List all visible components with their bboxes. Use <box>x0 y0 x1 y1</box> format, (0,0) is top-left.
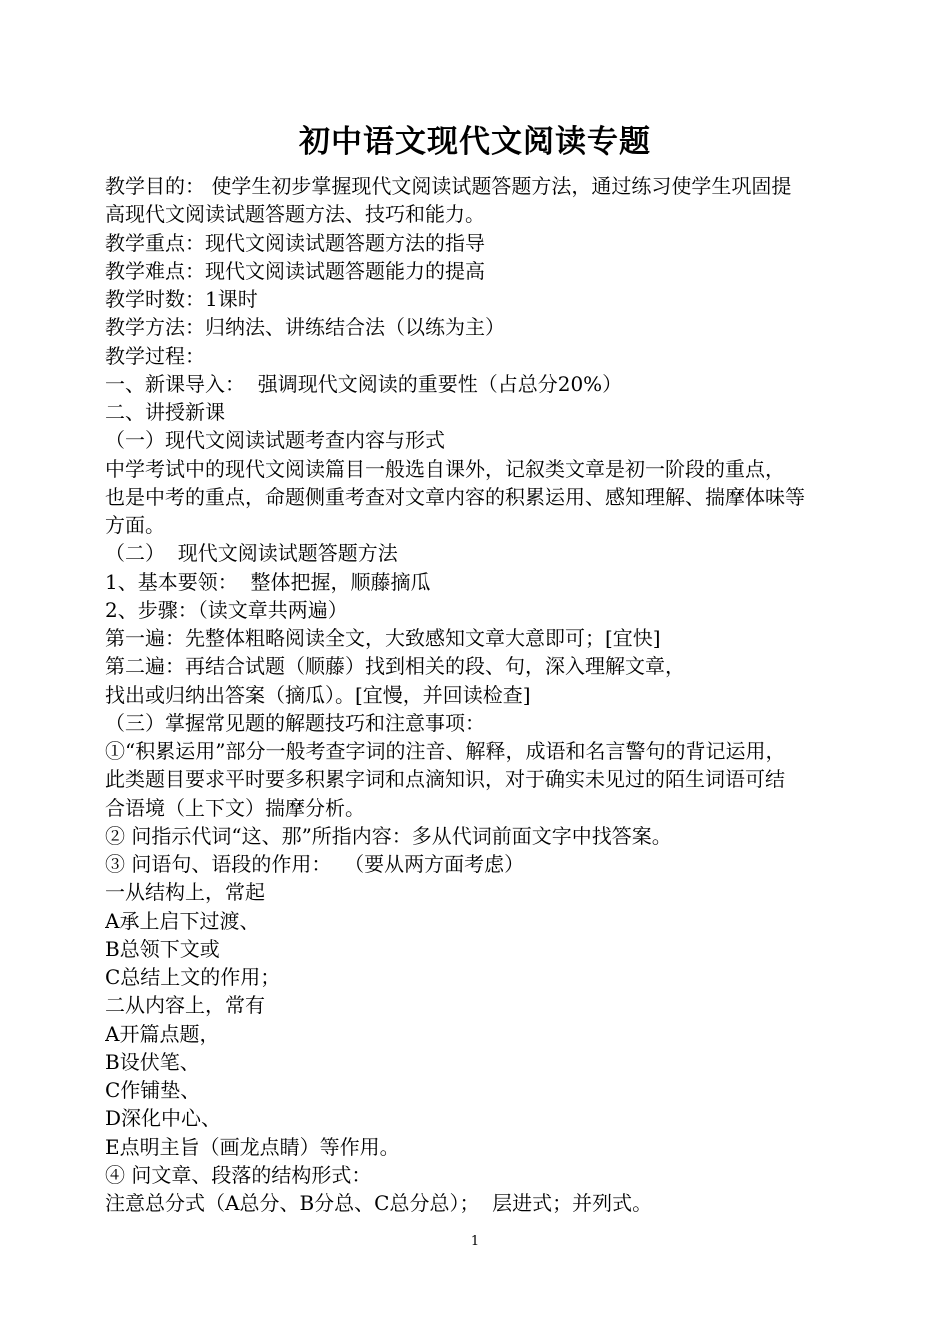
body-line: D深化中心、 <box>105 1106 222 1131</box>
body-line: 第一遍：先整体粗略阅读全文，大致感知文章大意即可；[宜快] <box>105 626 661 650</box>
body-line: 中学考试中的现代文阅读篇目一般选自课外，记叙类文章是初一阶段的重点， <box>105 456 785 481</box>
body-line: A承上启下过渡、 <box>105 908 260 933</box>
body-line: C作铺垫、 <box>105 1078 201 1102</box>
body-line: 教学目的： 使学生初步掌握现代文阅读试题答题方法，通过练习使学生巩固提 <box>105 174 792 198</box>
body-line: 注意总分式（A总分、B分总、C总分总）； 层进式；并列式。 <box>105 1191 653 1215</box>
body-line: ④ 问文章、段落的结构形式： <box>105 1162 372 1187</box>
body-line: 教学方法：归纳法、讲练结合法（以练为主） <box>105 315 505 340</box>
body-line: E点明主旨（画龙点睛）等作用。 <box>105 1134 400 1159</box>
body-line: ①“积累运用”部分一般考查字词的注音、解释，成语和名言警句的背记运用， <box>105 739 786 763</box>
body-line: ③ 问语句、语段的作用： （要从两方面考虑） <box>105 852 525 876</box>
body-line: 一、新课导入： 强调现代文阅读的重要性（占总分20%） <box>105 371 623 396</box>
body-line: （三）掌握常见题的解题技巧和注意事项： <box>105 710 485 735</box>
body-line: 教学难点：现代文阅读试题答题能力的提高 <box>105 258 485 283</box>
body-line: 教学重点：现代文阅读试题答题方法的指导 <box>105 230 485 255</box>
body-line: 也是中考的重点，命题侧重考查对文章内容的积累运用、感知理解、揣摩体味等 <box>105 484 805 509</box>
body-line: 教学时数：1课时 <box>105 287 258 311</box>
body-line: 二从内容上，常有 <box>105 993 265 1018</box>
document-body <box>105 172 853 1217</box>
body-line: 1、基本要领： 整体把握，顺藤摘瓜 <box>105 569 431 594</box>
body-line: 教学过程： <box>105 343 205 368</box>
body-line: ② 问指示代词“这、那”所指内容：多从代词前面文字中找答案。 <box>105 823 672 848</box>
body-line: 一从结构上，常起 <box>105 880 265 905</box>
body-line: 找出或归纳出答案（摘瓜）。[宜慢，并回读检查] <box>105 682 531 707</box>
body-line: A开篇点题， <box>105 1021 220 1046</box>
document-title: 初中语文现代文阅读专题 <box>299 124 651 160</box>
body-line: 二、讲授新课 <box>105 400 225 424</box>
body-line: B总领下文或 <box>105 936 220 961</box>
body-line: 方面。 <box>105 513 165 537</box>
body-line: 高现代文阅读试题答题方法、技巧和能力。 <box>105 202 485 227</box>
body-line: 第二遍：再结合试题（顺藤）找到相关的段、句，深入理解文章， <box>105 654 685 679</box>
body-line: 合语境（上下文）揣摩分析。 <box>105 795 365 820</box>
body-line: 2、步骤：（读文章共两遍） <box>105 597 348 622</box>
body-line: 此类题目要求平时要多积累字词和点滴知识，对于确实未见过的陌生词语可结 <box>105 767 785 792</box>
body-line: （一）现代文阅读试题考查内容与形式 <box>105 428 445 453</box>
page-number: 1 <box>470 1234 480 1249</box>
body-line: C总结上文的作用； <box>105 965 281 989</box>
body-line: （二） 现代文阅读试题答题方法 <box>105 541 398 566</box>
body-line: B设伏笔、 <box>105 1049 200 1074</box>
